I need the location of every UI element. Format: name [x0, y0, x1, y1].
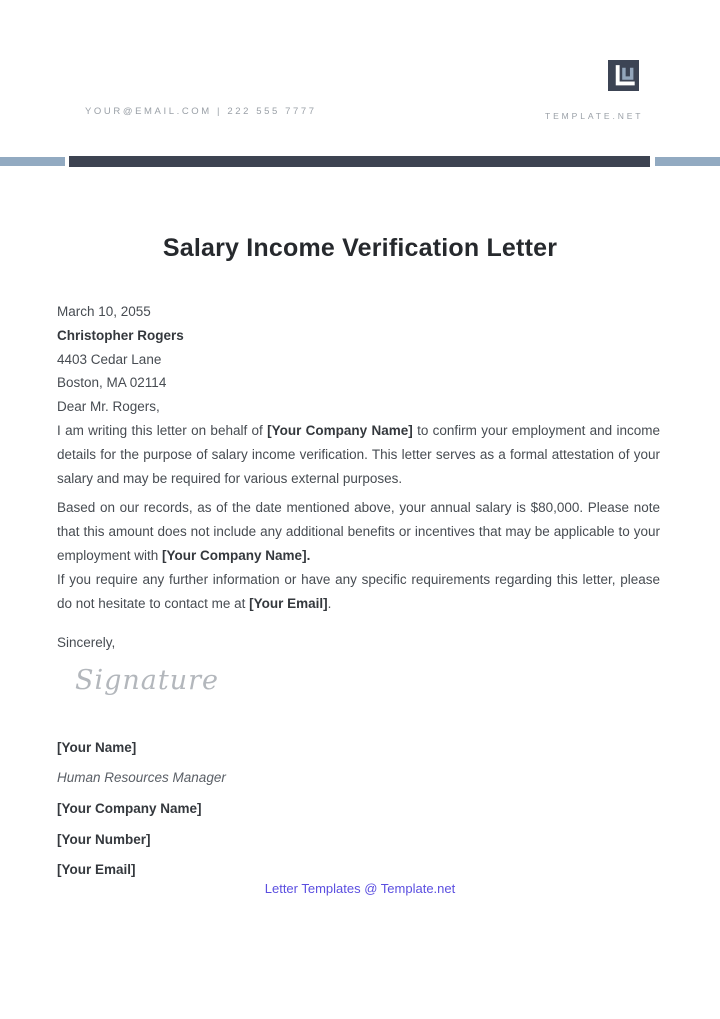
recipient-address-line2: Boston, MA 02114	[57, 375, 167, 391]
sender-role: Human Resources Manager	[57, 770, 226, 786]
sender-name-placeholder: [Your Name]	[57, 739, 137, 755]
letter-body	[57, 300, 660, 886]
header-divider	[0, 156, 720, 167]
sender-block	[57, 732, 660, 885]
paragraph-1: I am writing this letter on behalf of [Your Company Name] to confirm your employment and income details for the purpose of salary income verification. This letter serves as a formal attestation of your salary and may be required for various external purposes.	[57, 422, 660, 486]
letter-date: March 10, 2055	[57, 304, 151, 319]
paragraph-2: Based on our records, as of the date mentioned above, your annual salary is $80,000. Please note that this amount does not include any additional benefits or incentives that may be applicable to your employment with [Your Company Name].	[57, 500, 660, 563]
divider-dark-bar	[69, 156, 650, 167]
brand-wordmark: TEMPLATE.NET	[545, 111, 644, 121]
divider-right-accent	[655, 157, 720, 166]
sender-email-placeholder: [Your Email]	[57, 862, 136, 878]
closing: Sincerely,	[57, 635, 116, 651]
signature-script: Signature	[75, 665, 220, 697]
recipient-name: Christopher Rogers	[57, 327, 184, 343]
sender-number-placeholder: [Your Number]	[57, 831, 151, 847]
header-contact-text: YOUR@EMAIL.COM | 222 555 7777	[85, 106, 317, 117]
sender-company-placeholder: [Your Company Name]	[57, 800, 202, 816]
page-title: Salary Income Verification Letter	[162, 234, 558, 262]
salutation: Dear Mr. Rogers,	[57, 399, 160, 415]
template-net-logo-icon	[608, 60, 639, 91]
paragraph-3: If you require any further information or have any specific requirements regarding this letter, please do not hesitate to contact me at [Your Email].	[57, 571, 660, 611]
lu-logo-icon	[608, 60, 639, 91]
divider-left-accent	[0, 157, 65, 166]
footer	[0, 880, 720, 898]
footer-template-link[interactable]: Letter Templates @ Template.net	[264, 881, 456, 896]
recipient-address-line1: 4403 Cedar Lane	[57, 351, 162, 367]
